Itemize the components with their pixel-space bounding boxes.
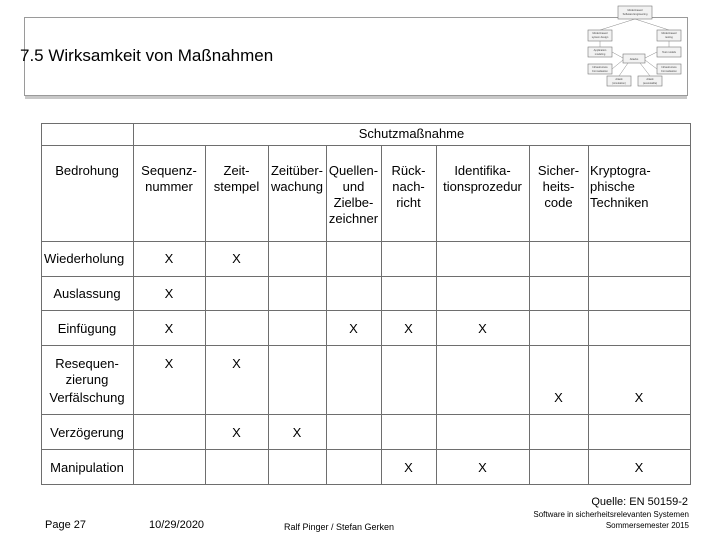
svg-text:Application: Application (593, 49, 607, 52)
header-threat: Bedrohung (55, 163, 119, 178)
row-threat-label: Manipulation (50, 460, 124, 475)
page-number: Page 27 (45, 519, 86, 531)
mark-cell: X (349, 321, 358, 336)
mark-cell: X (232, 356, 241, 371)
svg-text:modeling: modeling (594, 53, 606, 56)
svg-text:Test models: Test models (662, 51, 676, 54)
footer-course-line1: Software in sicherheitsrelevanten Systemen (533, 510, 689, 519)
mark-cell: X (404, 460, 413, 475)
svg-text:(simulation): (simulation) (612, 82, 626, 85)
svg-text:testing: testing (665, 36, 673, 39)
header-feedback-message: Rück- nach- richt (391, 163, 426, 210)
row-threat-label: Einfügung (57, 321, 117, 336)
mark-cell: X (292, 425, 302, 440)
row-threat-label: Verfälschung (49, 390, 125, 405)
header-safety-code: Sicher- heits- code (537, 163, 580, 210)
mark-cell: X (232, 425, 241, 440)
svg-text:Formalisation: Formalisation (661, 70, 677, 73)
source-note: Quelle: EN 50159-2 (591, 496, 688, 508)
svg-text:Model-based: Model-based (661, 32, 677, 35)
svg-text:Software Engineering: Software Engineering (622, 13, 648, 16)
svg-text:Model-based: Model-based (592, 32, 608, 35)
svg-text:Infrastructure: Infrastructure (661, 66, 677, 69)
mark-cell: X (232, 251, 241, 266)
svg-text:(executable): (executable) (642, 82, 658, 85)
svg-text:Infrastructure: Infrastructure (592, 66, 608, 69)
svg-text:system design: system design (591, 36, 609, 39)
svg-text:Attack: Attack (646, 78, 654, 81)
mark-cell: X (164, 286, 174, 301)
header-source-destination-id: Quellen- und Zielbe- zeichner (328, 163, 379, 226)
footer-authors: Ralf Pinger / Stefan Gerken (284, 522, 395, 532)
row-threat-label: Resequen- zierung (55, 356, 119, 387)
mark-cell: X (478, 460, 487, 475)
mark-cell: X (404, 321, 413, 336)
svg-text:Formalisation: Formalisation (592, 70, 608, 73)
row-threat-label: Wiederholung (44, 251, 125, 266)
svg-text:Attack: Attack (615, 78, 623, 81)
mark-cell: X (478, 321, 487, 336)
svg-text:Model-based: Model-based (627, 9, 643, 12)
header-identification-procedure: Identifika- tionsprozedur (443, 163, 522, 194)
row-threat-label: Verzögerung (50, 425, 124, 440)
header-time-monitoring: Zeitüber- wachung (270, 163, 324, 194)
mark-cell: X (164, 251, 174, 266)
super-header: Schutzmaßnahme (358, 126, 465, 141)
footer-course (533, 509, 689, 531)
header-sequence-number: Sequenz- nummer (141, 163, 197, 194)
mark-cell: X (634, 390, 644, 405)
header-cryptographic-techniques: Kryptogra- phische Techniken (590, 163, 651, 210)
header-timestamp: Zeit- stempel (213, 163, 260, 194)
mark-cell: X (554, 390, 563, 405)
slide-title: 7.5 Wirksamkeit von Maßnahmen (20, 46, 274, 65)
mark-cell: X (164, 356, 174, 371)
mark-cell: X (164, 321, 174, 336)
footer-date: 10/29/2020 (149, 519, 205, 531)
mark-cell: X (634, 460, 644, 475)
footer-course-line2: Sommersemester 2015 (605, 521, 689, 530)
svg-text:Attacks: Attacks (629, 58, 639, 61)
row-threat-label: Auslassung (53, 286, 121, 301)
